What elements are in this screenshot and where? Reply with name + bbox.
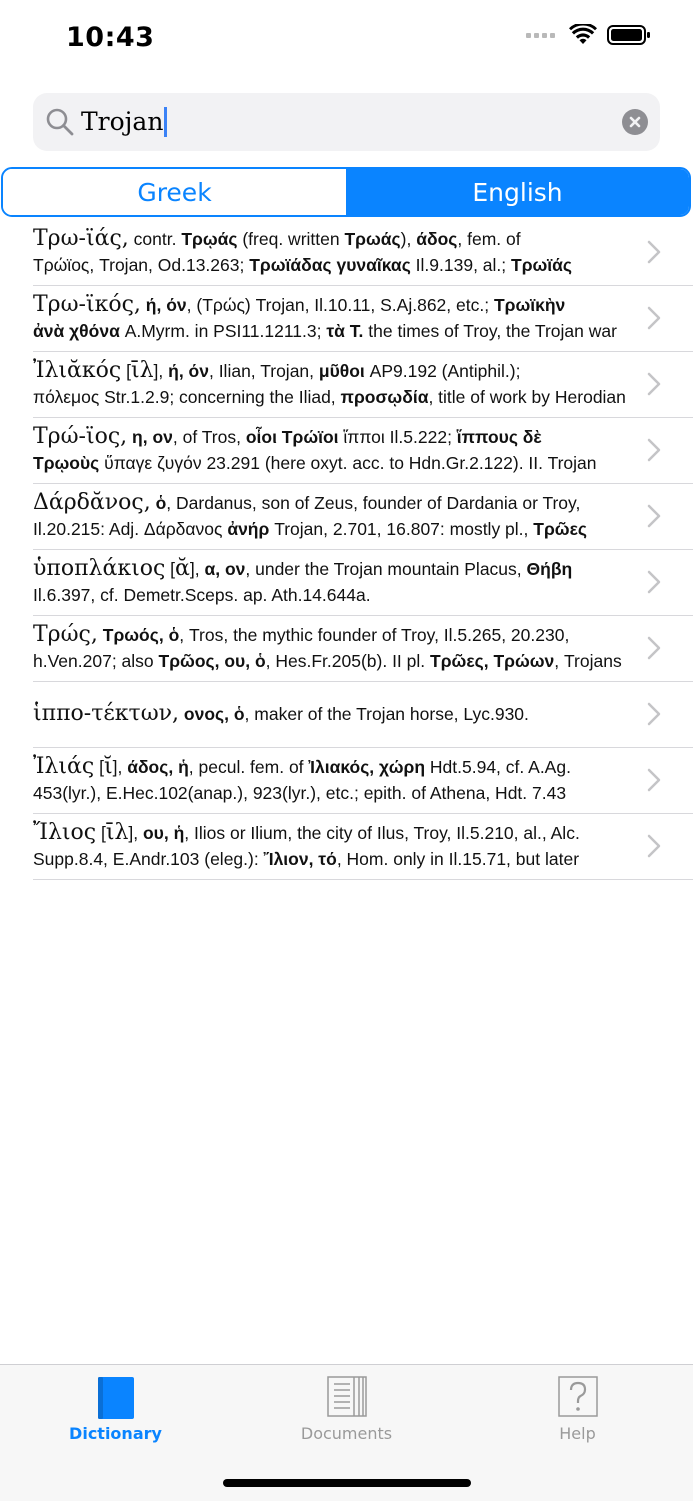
result-text-segment: ονος, ὁ — [183, 704, 245, 724]
result-definition — [33, 846, 631, 872]
result-text — [33, 820, 631, 872]
text-cursor — [164, 107, 167, 137]
result-text-segment: Τρῳάς — [181, 229, 238, 249]
clear-search-button[interactable] — [622, 109, 648, 135]
result-lemma: ὑποπλάκιος — [33, 556, 166, 581]
documents-icon — [325, 1375, 369, 1419]
result-definition — [33, 384, 631, 410]
result-text — [33, 292, 631, 344]
result-text-segment: Trojan, 2.701, 16.807: mostly pl., — [269, 519, 534, 539]
result-headline — [33, 622, 631, 648]
result-text-segment: AP9.192 (Antiphil.); — [364, 361, 521, 381]
status-icons — [526, 24, 651, 46]
result-row[interactable] — [33, 418, 693, 484]
tab-dictionary-label: Dictionary — [69, 1424, 162, 1443]
result-row[interactable] — [33, 748, 693, 814]
result-text-segment: Τρῶες, Τρώων — [430, 651, 555, 671]
search-input-value: Trojan — [81, 107, 164, 136]
result-text-segment: ], — [128, 823, 143, 843]
chevron-right-icon — [647, 306, 661, 330]
result-definition — [33, 648, 631, 674]
result-text-segment: ), — [400, 229, 417, 249]
result-text — [33, 226, 631, 278]
result-text-segment: άδος, ἡ — [127, 757, 189, 777]
result-text-segment: Τρωϊκὴν — [493, 295, 566, 315]
tab-dictionary[interactable] — [0, 1365, 231, 1465]
result-text-segment: Il.20.215: Adj. Δάρδανος — [33, 519, 228, 539]
result-row[interactable] — [33, 286, 693, 352]
result-text-segment: h.Ven.207; also — [33, 651, 159, 671]
result-text-segment: , Hom. only in Il.15.71, but later — [336, 849, 580, 869]
result-text-segment: ου, ἡ — [142, 823, 185, 843]
result-lemma: Τρώ-ϊος, — [33, 424, 128, 449]
result-lemma: ᾰ — [175, 556, 190, 581]
result-definition — [33, 780, 631, 806]
result-text-segment: Ἴλιον, τό — [263, 849, 337, 869]
result-headline — [33, 701, 631, 727]
result-lemma: Τρώς, — [33, 622, 98, 647]
result-text-segment: α, ον — [204, 559, 246, 579]
result-text-segment: [ — [94, 757, 104, 777]
result-text-segment: , fem. of — [457, 229, 521, 249]
result-row[interactable] — [33, 616, 693, 682]
result-headline — [33, 820, 631, 846]
result-text-segment: Τρώϊος, Trojan, Od.13.263; — [33, 255, 250, 275]
result-text-segment: , Ilios or Ilium, the city of Ilus, Troy, Il.5.210, al., Alc. — [184, 823, 580, 843]
result-row[interactable] — [33, 550, 693, 616]
result-text — [33, 490, 631, 542]
result-lemma: Δάρδᾰνος, — [33, 490, 151, 515]
home-indicator — [223, 1479, 471, 1487]
book-icon — [96, 1375, 136, 1421]
result-text-segment: πόλεμος Str.1.2.9; concerning the Iliad, — [33, 387, 341, 407]
result-definition — [33, 450, 631, 476]
result-text-segment: Τρωϊάδας γυναῖκας — [249, 255, 411, 275]
result-lemma: Ἴλιος — [33, 820, 97, 845]
result-text-segment: τὰ Τ. — [326, 321, 364, 341]
result-text-segment: η, ον — [132, 427, 173, 447]
result-headline — [33, 358, 631, 384]
result-row[interactable] — [33, 814, 693, 880]
result-text-segment: Supp.8.4, E.Andr.103 (eleg.): — [33, 849, 264, 869]
result-text — [33, 424, 631, 476]
result-text-segment: προσῳδία — [340, 387, 429, 407]
search-results-list — [0, 220, 693, 880]
result-headline — [33, 292, 631, 318]
result-lemma: ῐ — [103, 754, 113, 779]
result-text-segment: , (Τρώς) Trojan, Il.10.11, S.Aj.862, etc.; — [186, 295, 494, 315]
result-row[interactable] — [33, 220, 693, 286]
result-headline — [33, 556, 631, 582]
result-headline — [33, 754, 631, 780]
result-text-segment: , Dardanus, son of Zeus, founder of Dardania or Troy, — [166, 493, 581, 513]
chevron-right-icon — [647, 372, 661, 396]
result-text-segment: Τρωϊάς — [511, 255, 573, 275]
result-lemma: Τρω-ϊκός, — [33, 292, 141, 317]
result-text-segment: [ — [121, 361, 131, 381]
wifi-icon — [569, 24, 597, 46]
result-text-segment: , under the Trojan mountain Placus, — [245, 559, 527, 579]
result-text-segment: ή, όν — [145, 295, 187, 315]
search-bar[interactable] — [33, 93, 660, 151]
battery-icon — [607, 24, 651, 46]
result-text-segment: ή, όν — [168, 361, 209, 381]
result-text — [33, 358, 631, 410]
result-text-segment: Θήβη — [526, 559, 573, 579]
result-lemma: ῑλ — [105, 820, 129, 845]
result-text-segment: ], — [189, 559, 205, 579]
result-row[interactable] — [33, 352, 693, 418]
result-text-segment: Τρῶος, ου, ὁ — [158, 651, 266, 671]
result-text-segment: the times of Troy, the Trojan war — [363, 321, 617, 341]
result-text-segment: άδος — [416, 229, 458, 249]
tab-documents[interactable] — [231, 1365, 462, 1465]
result-text-segment: Il.6.397, cf. Demetr.Sceps. ap. Ath.14.644a. — [33, 585, 371, 605]
result-row[interactable] — [33, 484, 693, 550]
result-text — [33, 622, 631, 674]
result-text-segment: , pecul. fem. of — [188, 757, 309, 777]
result-text-segment: , Trojans — [554, 651, 622, 671]
chevron-right-icon — [647, 504, 661, 528]
result-text — [33, 754, 631, 806]
result-text-segment: Hdt.5.94, cf. A.Ag. — [425, 757, 571, 777]
result-text-segment: , Hes.Fr.205(b). II pl. — [265, 651, 431, 671]
result-text-segment: contr. — [128, 229, 182, 249]
result-definition — [33, 582, 631, 608]
result-text — [33, 556, 631, 608]
help-icon — [556, 1375, 600, 1419]
chevron-right-icon — [647, 570, 661, 594]
result-text-segment: [ — [165, 559, 176, 579]
result-text-segment: ὁ — [155, 493, 167, 513]
result-text — [33, 701, 631, 727]
chevron-right-icon — [647, 240, 661, 264]
result-text-segment: A.Myrm. in PSI11.1211.3; — [119, 321, 327, 341]
result-text-segment: ἀνὰ χθόνα — [33, 321, 120, 341]
result-text-segment: ἵπποι Il.5.222; — [338, 427, 457, 447]
segment-greek[interactable]: Greek — [3, 169, 346, 215]
search-input[interactable] — [81, 93, 167, 151]
result-lemma: Ἰλιάς — [33, 754, 95, 779]
result-definition — [33, 252, 631, 278]
chevron-right-icon — [647, 636, 661, 660]
chevron-right-icon — [647, 702, 661, 726]
result-text-segment: οἷοι Τρώϊοι — [245, 427, 339, 447]
result-headline — [33, 424, 631, 450]
tab-documents-label: Documents — [300, 1424, 393, 1443]
tab-help-label: Help — [559, 1424, 596, 1443]
result-text-segment: Τρωάς — [344, 229, 401, 249]
result-text-segment: ἵππους δὲ — [456, 427, 542, 447]
result-text-segment: Τρῶες — [533, 519, 587, 539]
result-lemma: ἱππο-τέκτων, — [33, 701, 180, 726]
language-segmented-control — [1, 167, 691, 217]
result-text-segment: ], — [153, 361, 169, 381]
result-text-segment: ἀνήρ — [227, 519, 270, 539]
result-text-segment: (freq. written — [237, 229, 345, 249]
result-text-segment: , title of work by Herodian — [428, 387, 626, 407]
result-text-segment: 453(lyr.), E.Hec.102(anap.), 923(lyr.), etc.; epith. of Athena, Hdt. 7.43 — [33, 783, 567, 803]
result-text-segment: Il.9.139, al.; — [410, 255, 511, 275]
result-text-segment: [ — [96, 823, 106, 843]
search-icon — [45, 107, 75, 137]
status-bar — [0, 0, 693, 80]
tab-help[interactable] — [462, 1365, 693, 1465]
result-text-segment: , of Tros, — [172, 427, 246, 447]
result-text-segment: ], — [112, 757, 128, 777]
chevron-right-icon — [647, 834, 661, 858]
result-row[interactable] — [33, 682, 693, 748]
result-lemma: ῑλ — [130, 358, 154, 383]
segment-english[interactable]: English — [346, 169, 689, 215]
result-definition — [33, 516, 631, 542]
result-text-segment: , maker of the Trojan horse, Lyc.930. — [244, 704, 529, 724]
result-headline — [33, 226, 631, 252]
chevron-right-icon — [647, 438, 661, 462]
result-text-segment: , Tros, the mythic founder of Troy, Il.5.265, 20.230, — [179, 625, 570, 645]
result-text-segment: Τρωός, ὁ — [102, 625, 180, 645]
result-text-segment: Ἰλιακός, χώρη — [308, 757, 426, 777]
result-headline — [33, 490, 631, 516]
result-definition — [33, 318, 631, 344]
result-text-segment: Τρῳοὺς — [33, 453, 100, 473]
result-lemma: Ἰλιᾰκός — [33, 358, 122, 383]
result-text-segment: μῦθοι — [318, 361, 365, 381]
status-time: 10:43 — [66, 22, 155, 53]
clear-icon — [622, 109, 648, 135]
cellular-signal-icon — [526, 33, 555, 38]
result-lemma: Τρω-ϊάς, — [33, 226, 129, 251]
result-text-segment: , Ilian, Trojan, — [208, 361, 319, 381]
chevron-right-icon — [647, 768, 661, 792]
result-text-segment: ὕπαγε ζυγόν 23.291 (here oxyt. acc. to Hdn.Gr.2.122). II. Trojan — [99, 453, 597, 473]
